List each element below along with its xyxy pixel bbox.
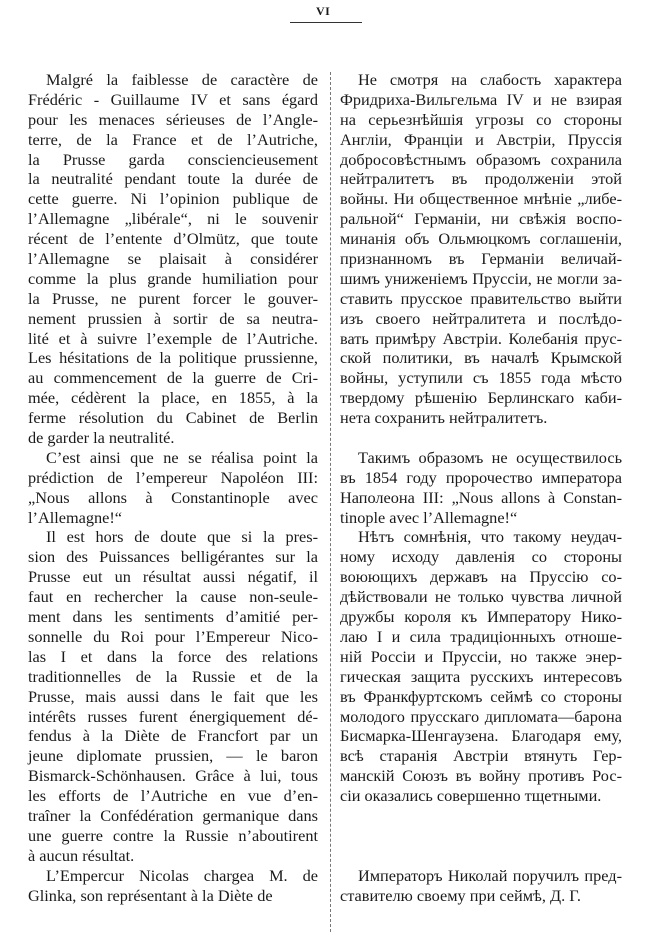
text-line: Бисмарка-Шенгаузена. Благодаря ему, bbox=[340, 726, 622, 746]
text-line: Il est hors de doute que si la pres- bbox=[46, 527, 318, 547]
text-line: de garder la neutralité. bbox=[28, 428, 175, 448]
text-line: pour les menaces sérieuses de l’Angle- bbox=[28, 109, 318, 129]
text-line: lité et à suivre l’exemple de l’Autriche. bbox=[28, 328, 318, 348]
text-line: изъ своего нейтралитета и послѣдо- bbox=[340, 308, 622, 328]
text-line: Наполеона III: „Nous allons à Constan- bbox=[340, 487, 622, 507]
text-line: l’Allemagne „libérale“, ni le souvenir bbox=[28, 209, 318, 229]
text-line: нейтралитетъ въ продолженіи этой bbox=[340, 169, 622, 189]
text-line: манскій Союзъ въ войну противъ Рос- bbox=[340, 766, 622, 786]
text-line: las I et dans la force des relations bbox=[28, 646, 318, 666]
paragraph bbox=[28, 70, 318, 448]
page-number: VI bbox=[316, 4, 331, 18]
text-line: войны, уступили съ 1855 года мѣсто bbox=[340, 368, 622, 388]
text-line: добросовѣстнымъ образомъ сохранила bbox=[340, 149, 622, 169]
text-line: вать примѣру Австріи. Колебанія прус- bbox=[340, 328, 622, 348]
french-column bbox=[28, 70, 318, 905]
text-line: nement prussien à sortir de sa neutra- bbox=[28, 308, 318, 328]
text-line: Такимъ образомъ не осуществилось bbox=[358, 447, 622, 467]
text-line: la Prusse garda consciencieusement bbox=[28, 149, 318, 169]
text-line: на серьезнѣйшія угрозы со стороны bbox=[340, 109, 622, 129]
text-line: ferme résolution du Cabinet de Berlin bbox=[28, 408, 318, 428]
text-line: sonnelle du Roi pour l’Empereur Nico- bbox=[28, 626, 318, 646]
text-line: Не смотря на слабость характера bbox=[358, 70, 622, 89]
text-line: cette guerre. Ni l’opinion publique de bbox=[28, 189, 318, 209]
text-line: traditionnelles de la Russie et de la bbox=[28, 666, 318, 686]
text-line: comme la plus grande humiliation pour bbox=[28, 268, 318, 288]
text-line: tinople avec l’Allemagne!“ bbox=[340, 507, 518, 527]
text-line: l’Allemagne!“ bbox=[28, 507, 123, 527]
text-line: l’Allemagne se plaisait à considérer bbox=[28, 249, 318, 269]
text-line: ному исходу давленія со стороны bbox=[340, 547, 622, 567]
text-line: au commencement de la guerre de Cri- bbox=[28, 368, 318, 388]
text-line: минанія объ Ольмюцкомъ соглашеніи, bbox=[340, 229, 622, 249]
text-line: войны. Ни общественное мнѣніе „либе- bbox=[340, 189, 622, 209]
text-line: Malgré la faiblesse de caractère de bbox=[46, 70, 318, 89]
text-line: въ 1854 году пророчество императора bbox=[340, 467, 622, 487]
text-line: récent de l’entente d’Olmütz, que toute bbox=[28, 229, 318, 249]
text-line: Glinka, son représentant à la Diète de bbox=[28, 885, 273, 905]
text-line: Bismarck-Schönhausen. Grâce à lui, tous bbox=[28, 766, 318, 786]
header-rule bbox=[290, 22, 362, 23]
text-line: Les hésitations de la politique prussienne, bbox=[28, 348, 318, 368]
text-line: „Nous allons à Constantinople avec bbox=[28, 487, 318, 507]
text-line: ment dans les sentiments d’amitié per- bbox=[28, 607, 318, 627]
text-line: Фридриха-Вильгельма IV и не взирая bbox=[340, 89, 622, 109]
paragraph bbox=[340, 527, 622, 805]
text-line: лаю I и сила традиціонныхъ отноше- bbox=[340, 626, 622, 646]
text-line: ній Россіи и Пруссіи, но также энер- bbox=[340, 646, 622, 666]
text-line: la Prusse, ne purent forcer le gouver- bbox=[28, 288, 318, 308]
text-line: Frédéric - Guillaume IV et sans égard bbox=[28, 89, 318, 109]
text-line: une guerre contre la Russie n’aboutirent bbox=[28, 825, 318, 845]
text-line: Императоръ Николай поручилъ пред- bbox=[358, 865, 622, 885]
text-line: sion des Puissances belligérantes sur la bbox=[28, 547, 318, 567]
paragraph bbox=[28, 448, 318, 528]
text-line: сіи оказались совершенно тщетными. bbox=[340, 786, 602, 806]
text-line: terre, de la France et de l’Autriche, bbox=[28, 129, 318, 149]
text-line: Нѣтъ сомнѣнія, что такому неудач- bbox=[358, 527, 622, 547]
text-line: молодого прусскаго дипломата—барона bbox=[340, 706, 622, 726]
paragraph bbox=[340, 866, 622, 906]
text-line: ставить прусское правительство выйти bbox=[340, 288, 622, 308]
text-line: дѣйствовали не только чувства личной bbox=[340, 587, 622, 607]
text-line: ральной“ Германіи, ни свѣжія воспо- bbox=[340, 209, 622, 229]
text-line: mée, cédèrent la place, en 1855, à la bbox=[28, 388, 318, 408]
text-line: les efforts de l’Autriche en vue d’en- bbox=[28, 786, 318, 806]
text-line: всѣ старанія Австріи втянуть Гер- bbox=[340, 746, 622, 766]
text-line: нета сохранить нейтралитетъ. bbox=[340, 408, 548, 428]
paragraph bbox=[340, 448, 622, 528]
text-line: faut en rechercher la cause non-seule- bbox=[28, 587, 318, 607]
text-line: Англіи, Франціи и Австріи, Пруссія bbox=[340, 129, 622, 149]
text-line: признанномъ въ Германіи величай- bbox=[340, 249, 622, 269]
paragraph bbox=[28, 527, 318, 865]
paragraph bbox=[28, 866, 318, 906]
russian-column bbox=[340, 70, 622, 905]
text-line: ской политики, въ началѣ Крымской bbox=[340, 348, 622, 368]
text-line: jeune diplomate prussien, — le baron bbox=[28, 746, 318, 766]
text-line: C’est ainsi que ne se réalisa point la bbox=[46, 447, 318, 467]
paragraph bbox=[340, 70, 622, 428]
text-line: гическая защита русскихъ интересовъ bbox=[340, 666, 622, 686]
column-divider bbox=[330, 72, 331, 932]
text-line: traîner la Confédération germanique dans bbox=[28, 805, 318, 825]
text-line: intérêts russes furent énergiquement dé- bbox=[28, 706, 318, 726]
text-line: ставителю своему при сеймѣ, Д. Г. bbox=[340, 885, 581, 905]
text-line: воюющихъ державъ на Пруссію со- bbox=[340, 567, 622, 587]
text-line: Prusse eut un résultat aussi négatif, il bbox=[28, 567, 318, 587]
text-line: твердому рѣшенію Берлинскаго каби- bbox=[340, 388, 622, 408]
text-line: L’Empercur Nicolas chargea M. de bbox=[46, 865, 318, 885]
text-line: la neutralité pendant toute la durée de bbox=[28, 169, 318, 189]
text-line: fendus à la Diète de Francfort par un bbox=[28, 726, 318, 746]
text-line: шимъ униженіемъ Пруссіи, не могли за- bbox=[340, 268, 622, 288]
text-line: Prusse, mais aussi dans le fait que les bbox=[28, 686, 318, 706]
text-line: дружбы короля къ Императору Нико- bbox=[340, 607, 622, 627]
text-line: prédiction de l’empereur Napoléon III: bbox=[28, 467, 318, 487]
text-line: въ Франкфуртскомъ сеймѣ со стороны bbox=[340, 686, 622, 706]
text-line: à aucun résultat. bbox=[28, 845, 135, 865]
